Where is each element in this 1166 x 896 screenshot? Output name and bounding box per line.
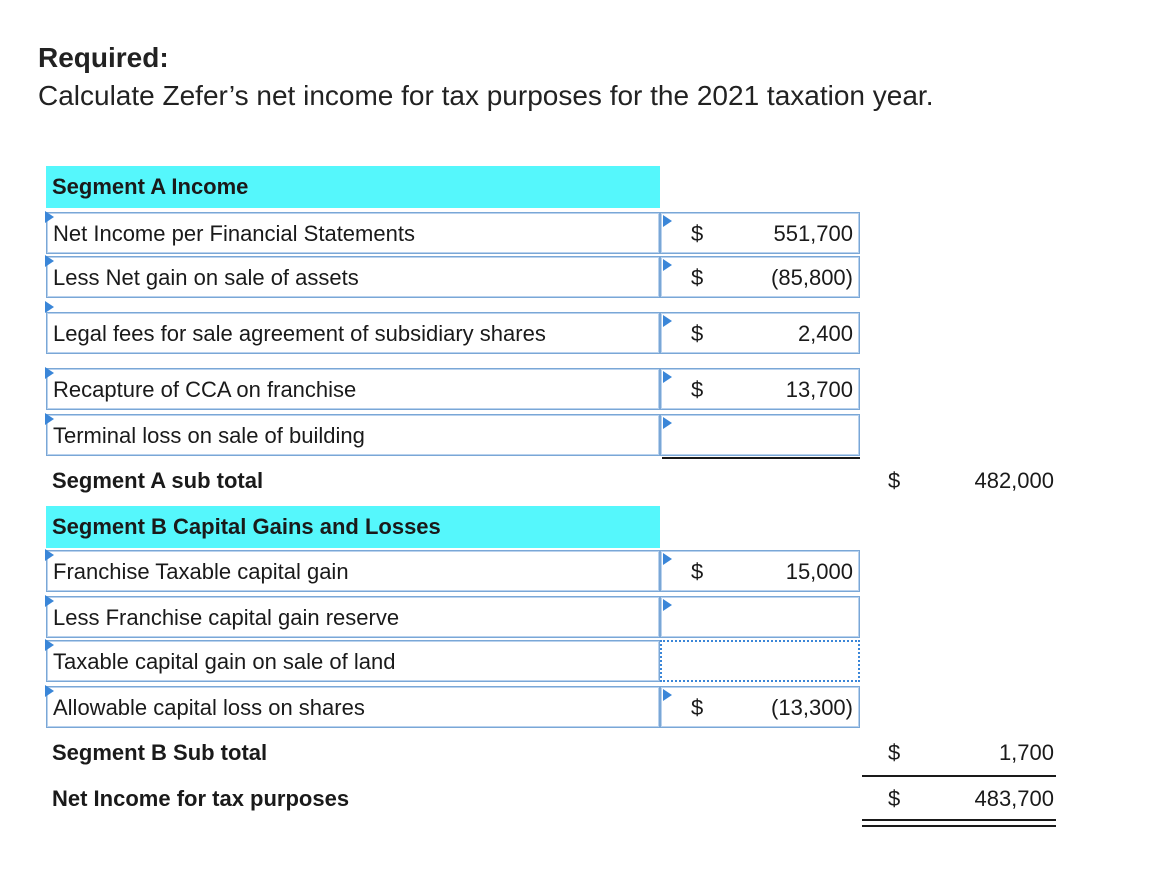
amount-input[interactable] [660, 368, 860, 410]
row-label-dropdown[interactable] [46, 368, 660, 410]
row-label-dropdown[interactable] [46, 596, 660, 638]
table-row [46, 312, 1166, 356]
amount-input[interactable] [660, 256, 860, 298]
total-rule [862, 775, 1056, 777]
flag-marker-icon [45, 595, 54, 607]
row-label-text: Taxable capital gain on sale of land [53, 649, 396, 674]
segment-a-subtotal-row [46, 460, 1166, 504]
row-label-dropdown[interactable] [46, 550, 660, 592]
amount-input-focused[interactable] [660, 640, 860, 682]
currency-symbol: $ [691, 321, 704, 346]
row-label-dropdown[interactable] [46, 686, 660, 728]
flag-marker-icon [45, 549, 54, 561]
amount-value: 13,700 [785, 377, 853, 402]
row-label-dropdown[interactable] [46, 212, 660, 254]
row-label-text: Franchise Taxable capital gain [53, 559, 349, 584]
net-income-value: 483,700 [974, 786, 1054, 811]
amount-input[interactable] [660, 550, 860, 592]
row-label-dropdown[interactable] [46, 640, 660, 682]
currency-symbol: $ [691, 377, 704, 402]
flag-marker-icon [45, 255, 54, 267]
amount-value: 551,700 [773, 221, 853, 246]
amount-input[interactable] [660, 312, 860, 354]
amount-value: 2,400 [797, 321, 853, 346]
flag-marker-icon [45, 639, 54, 651]
flag-marker-icon [45, 367, 54, 379]
currency-symbol: $ [691, 559, 704, 584]
row-label-text: Allowable capital loss on shares [53, 695, 365, 720]
row-label-text: Terminal loss on sale of building [53, 423, 365, 448]
table-row [46, 368, 1166, 412]
segment-b-subtotal [858, 732, 1054, 774]
flag-marker-icon [45, 301, 54, 313]
flag-marker-icon [663, 689, 672, 701]
flag-marker-icon [663, 371, 672, 383]
table-row [46, 414, 1166, 458]
flag-marker-icon [663, 215, 672, 227]
row-label-text: Less Franchise capital gain reserve [53, 605, 400, 630]
row-label-text: Legal fees for sale agreement of subsidiary shares [53, 321, 546, 346]
currency-symbol: $ [691, 695, 704, 720]
segment-b-subtotal-row [46, 732, 1166, 776]
flag-marker-icon [663, 417, 672, 429]
row-label-text: Less Net gain on sale of assets [53, 265, 359, 290]
flag-marker-icon [663, 599, 672, 611]
flag-marker-icon [663, 553, 672, 565]
table-row [46, 640, 1166, 684]
currency-symbol: $ [888, 468, 901, 493]
flag-marker-icon [663, 315, 672, 327]
segment-a-header-row [46, 166, 1166, 210]
grand-total-double-rule [862, 819, 1056, 827]
row-label-text: Net Income per Financial Statements [53, 221, 415, 246]
currency-symbol: $ [691, 265, 704, 290]
net-income-row [46, 778, 1166, 822]
segment-a-header: Segment A Income [46, 166, 660, 208]
row-label-dropdown[interactable] [46, 256, 660, 298]
flag-marker-icon [45, 413, 54, 425]
subtotal-rule [662, 457, 860, 459]
net-income-label: Net Income for tax purposes [52, 786, 350, 811]
segment-b-header: Segment B Capital Gains and Losses [46, 506, 660, 548]
net-income-total [858, 778, 1054, 820]
table-row [46, 596, 1166, 640]
segment-a-subtotal-label: Segment A sub total [52, 468, 264, 493]
segment-b-header-row [46, 506, 1166, 550]
clipped-previous-line [0, 0, 1166, 8]
amount-value: 15,000 [785, 559, 853, 584]
amount-value: (13,300) [771, 695, 853, 720]
table-row [46, 256, 1166, 300]
segment-a-subtotal [858, 460, 1054, 502]
amount-input[interactable] [660, 414, 860, 456]
subtotal-value: 1,700 [998, 740, 1054, 765]
row-label-dropdown[interactable] [46, 414, 660, 456]
flag-marker-icon [45, 211, 54, 223]
amount-input[interactable] [660, 596, 860, 638]
currency-symbol: $ [888, 740, 901, 765]
row-label-dropdown[interactable] [46, 312, 660, 354]
required-heading: Required: [38, 42, 169, 73]
table-row [46, 686, 1166, 730]
row-label-text: Recapture of CCA on franchise [53, 377, 357, 402]
segment-b-subtotal-label: Segment B Sub total [52, 740, 268, 765]
amount-input[interactable] [660, 212, 860, 254]
subtotal-value: 482,000 [974, 468, 1054, 493]
table-row [46, 550, 1166, 594]
amount-value: (85,800) [771, 265, 853, 290]
flag-marker-icon [663, 259, 672, 271]
flag-marker-icon [45, 685, 54, 697]
table-row [46, 212, 1166, 256]
currency-symbol: $ [691, 221, 704, 246]
amount-input[interactable] [660, 686, 860, 728]
currency-symbol: $ [888, 786, 901, 811]
required-instructions: Calculate Zefer’s net income for tax purposes for the 2021 taxation year. [38, 80, 934, 111]
